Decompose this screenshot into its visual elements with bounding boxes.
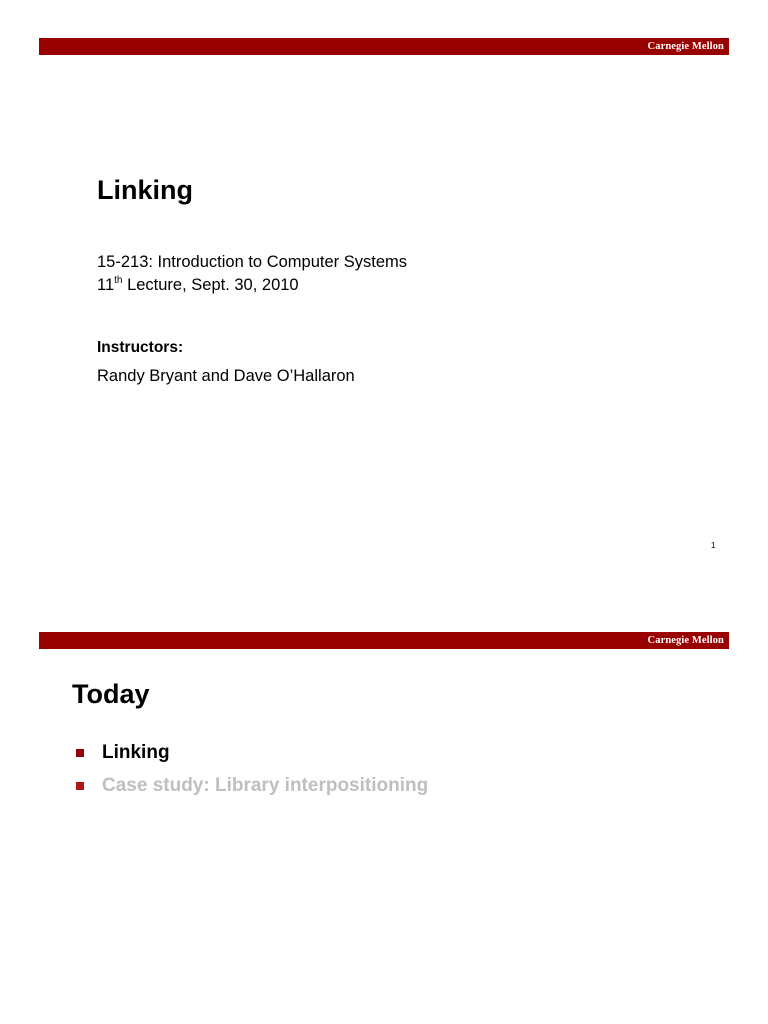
lecture-ordinal-suffix: th bbox=[114, 274, 123, 286]
instructors-names: Randy Bryant and Dave O’Hallaron bbox=[97, 367, 355, 385]
lecture-date: Lecture, Sept. 30, 2010 bbox=[122, 276, 299, 294]
header-banner bbox=[39, 38, 729, 55]
header-banner bbox=[39, 632, 729, 649]
page-number: 1 bbox=[711, 541, 716, 550]
slide-title: Today bbox=[72, 679, 150, 709]
lecture-info bbox=[97, 275, 299, 295]
square-bullet-icon bbox=[76, 782, 84, 790]
institution-label: Carnegie Mellon bbox=[647, 41, 724, 52]
square-bullet-icon bbox=[76, 749, 84, 757]
agenda-item-label: Case study: Library interpositioning bbox=[102, 775, 429, 796]
agenda-item-case-study bbox=[76, 774, 428, 807]
lecture-number: 11 bbox=[97, 276, 115, 294]
agenda-slide bbox=[0, 590, 768, 1024]
course-name: 15-213: Introduction to Computer Systems bbox=[97, 253, 407, 271]
agenda-item-linking bbox=[76, 741, 428, 774]
agenda-list bbox=[76, 741, 428, 807]
agenda-item-label: Linking bbox=[102, 742, 170, 763]
instructors-label: Instructors: bbox=[97, 339, 184, 356]
slide-title: Linking bbox=[97, 175, 193, 205]
institution-label: Carnegie Mellon bbox=[647, 635, 724, 646]
